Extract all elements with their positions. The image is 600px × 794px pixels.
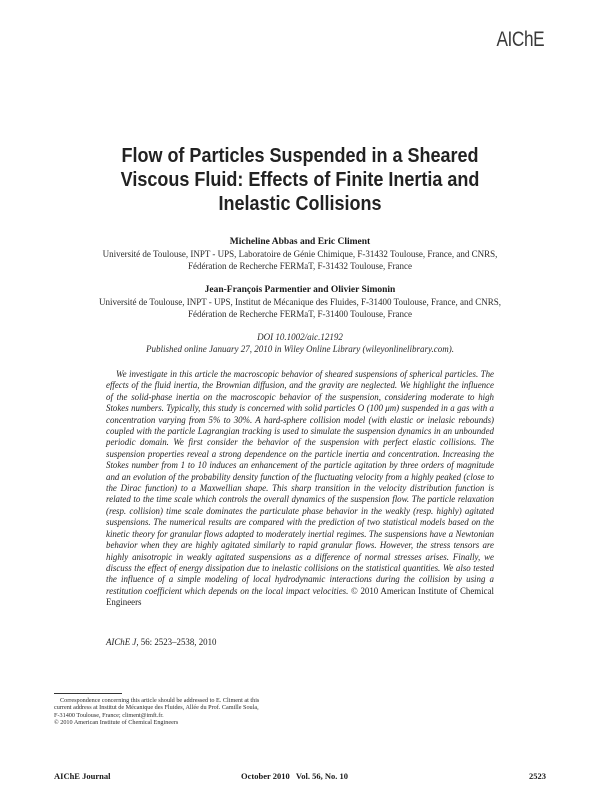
publication-info (40, 331, 560, 355)
title-line: Inelastic Collisions (218, 193, 382, 215)
title-line: Flow of Particles Suspended in a Sheared (121, 145, 479, 167)
footnote-divider (54, 693, 122, 694)
affiliation (40, 248, 560, 272)
affiliation-line: Université de Toulouse, INPT - UPS, Institut de Mécanique des Fluides, F-31400 Toulouse, France, and CNRS, (99, 297, 501, 307)
author-names: Micheline Abbas and Eric Climent (229, 237, 371, 247)
footnote (54, 697, 314, 726)
author-names: Jean-François Parmentier and Olivier Simonin (204, 285, 396, 295)
affiliation-line: Université de Toulouse, INPT - UPS, Laboratoire de Génie Chimique, F-31432 Toulouse, France, and CNRS, (102, 249, 498, 259)
journal-logo: AIChE (496, 28, 544, 51)
citation-details: 56: 2523–2538, 2010 (140, 637, 217, 647)
footer-page-number: 2523 (529, 771, 546, 781)
affiliation (40, 296, 560, 320)
footer-issue: October 2010 Vol. 56, No. 10 (241, 771, 349, 781)
footnote-line: current address at Institut de Mécanique des Fluides, Allée du Prof. Camille Soula, (54, 704, 259, 712)
affiliation-line: Fédération de Recherche FERMaT, F-31432 Toulouse, France (188, 261, 412, 271)
published-online: Published online January 27, 2010 in Wiley Online Library (wileyonlinelibrary.com). (146, 344, 454, 354)
author-group-2 (40, 284, 560, 320)
citation (106, 637, 494, 648)
article-title (66, 144, 534, 216)
footnote-line: © 2010 American Institute of Chemical Engineers (54, 718, 179, 726)
footnote-line: Correspondence concerning this article should be addressed to E. Climent at this (60, 697, 260, 704)
footnote-line: F-31400 Toulouse, France; climent@imft.fr. (54, 711, 164, 719)
footer-journal: AIChE Journal (54, 771, 111, 781)
abstract-copyright: © 2010 American Institute of Chemical Engineers (106, 585, 494, 608)
affiliation-line: Fédération de Recherche FERMaT, F-31400 Toulouse, France (188, 309, 412, 319)
title-line: Viscous Fluid: Effects of Finite Inertia and (120, 169, 480, 191)
doi: DOI 10.1002/aic.12192 (257, 332, 343, 342)
abstract-text: We investigate in this article the macroscopic behavior of sheared suspensions of spherical particles. The effects of the fluid inertia, the Brownian diffusion, and the gravity are neglected. We highlight the influence of the solid-phase inertia on the macroscopic behavior of the suspension, considering moderate to high Stokes numbers. Typically, this study is concerned with solid particles O (100 μm) suspended in a gas with a concentration varying from 5% to 30%. A hard-sphere collision model (with elastic or inelasic rebounds) coupled with the particle Lagrangian tracking is used to simulate the suspension dynamics in an unbounded periodic domain. We first consider the behavior of the suspension with perfect elastic collisions. The suspension properties reveal a strong dependence on the particle inertia and concentration. Increasing the Stokes number from 1 to 10 induces an enhancement of the particle agitation by three orders of magnitude and an evolution of the probability density function of the fluctuating velocity from a highly peaked (close to the Dirac function) to a Maxwellian shape. This sharp transition in the velocity distribution function is related to the time scale which controls the overall dynamics of the suspension flow. The particle relaxation (resp. collision) time scale dominates the particulate phase behavior in the weakly (resp. highly) agitated suspensions. The numerical results are compared with the prediction of two statistical models based on the kinetic theory for granular flows adapted to moderately inertial regimes. The suspensions have a Newtonian behavior when they are highly agitated similarly to rapid granular flows. However, the stress tensors are highly anisotropic in weakly agitated suspensions as a difference of normal stresses arises. Finally, we discuss the effect of energy dissipation due to inelastic collisions on the statistical quantities. We also tested the influence of a simple modeling of local hydrodynamic interactions during the collision by using a restitution coefficient which depends on the local impact velocities. (106, 369, 494, 596)
abstract (106, 369, 494, 609)
citation-journal: AIChE J, (106, 637, 139, 647)
author-group-1 (40, 236, 560, 272)
